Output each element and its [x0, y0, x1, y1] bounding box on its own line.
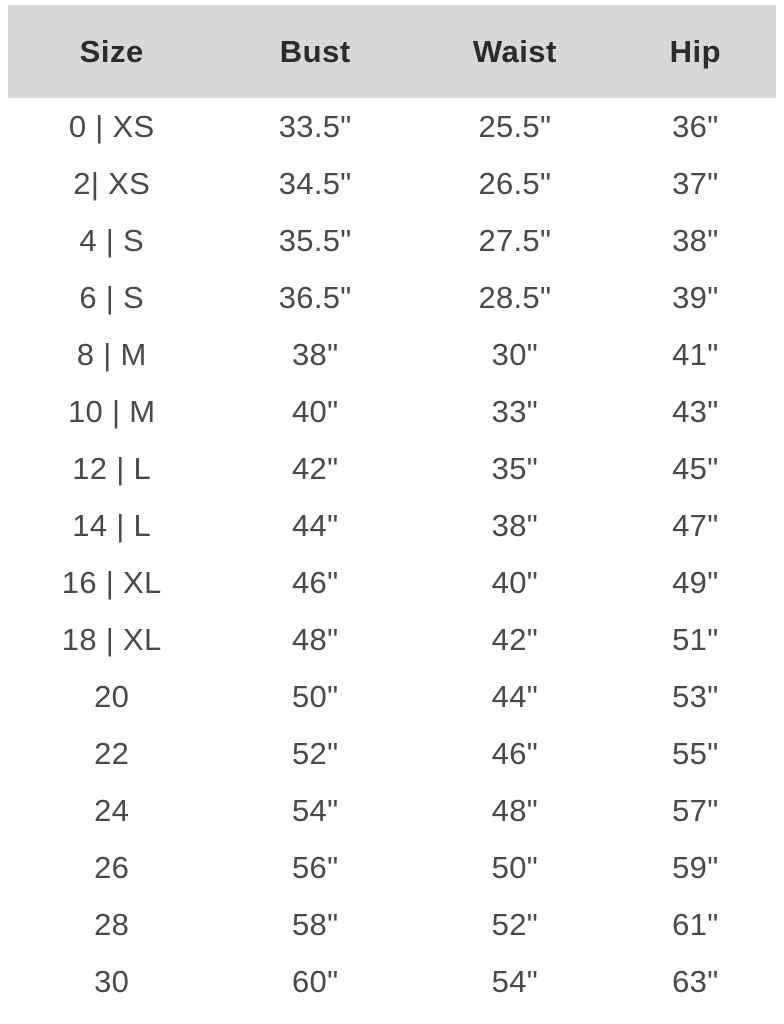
bust-cell: 50" [292, 678, 339, 714]
bust-cell: 33.5" [278, 108, 352, 144]
hip-cell: 55" [672, 735, 719, 771]
waist-cell: 26.5" [478, 165, 552, 201]
size-cell: 16 | XL [61, 564, 162, 600]
waist-cell: 52" [491, 906, 539, 942]
bust-cell: 35.5" [278, 222, 352, 258]
table-row [8, 326, 776, 383]
hip-cell: 39" [672, 279, 719, 315]
table-row [8, 212, 776, 269]
hip-cell: 43" [672, 393, 719, 429]
table-row [8, 383, 776, 440]
waist-cell: 50" [491, 849, 539, 885]
waist-cell: 27.5" [478, 222, 552, 258]
hip-cell: 36" [672, 108, 719, 144]
hip-cell: 45" [672, 450, 719, 486]
size-cell: 6 | S [79, 279, 145, 315]
hip-cell: 53" [672, 678, 719, 714]
size-chart-body [8, 98, 776, 1010]
table-row [8, 554, 776, 611]
table-row [8, 155, 776, 212]
table-row [8, 725, 776, 782]
size-cell: 4 | S [79, 222, 145, 258]
column-header-size: Size [79, 33, 144, 69]
bust-cell: 36.5" [278, 279, 352, 315]
table-row [8, 269, 776, 326]
size-cell: 20 [94, 678, 130, 714]
table-row [8, 611, 776, 668]
waist-cell: 48" [491, 792, 539, 828]
hip-cell: 37" [672, 165, 719, 201]
waist-cell: 28.5" [478, 279, 552, 315]
table-row [8, 98, 776, 155]
table-row [8, 497, 776, 554]
waist-cell: 38" [491, 507, 539, 543]
bust-cell: 58" [292, 906, 339, 942]
bust-cell: 48" [292, 621, 339, 657]
hip-cell: 47" [672, 507, 719, 543]
size-cell: 14 | L [72, 507, 152, 543]
column-header-hip: Hip [669, 33, 722, 69]
bust-cell: 46" [292, 564, 339, 600]
hip-cell: 61" [672, 906, 719, 942]
bust-cell: 54" [292, 792, 339, 828]
waist-cell: 42" [491, 621, 539, 657]
waist-cell: 44" [491, 678, 539, 714]
size-cell: 22 [94, 735, 130, 771]
bust-cell: 34.5" [278, 165, 352, 201]
bust-cell: 42" [292, 450, 339, 486]
size-cell: 26 [94, 849, 130, 885]
table-row [8, 953, 776, 1010]
waist-cell: 46" [491, 735, 539, 771]
size-cell: 18 | XL [61, 621, 162, 657]
waist-cell: 35" [491, 450, 539, 486]
table-row [8, 896, 776, 953]
hip-cell: 57" [672, 792, 719, 828]
waist-cell: 25.5" [478, 108, 552, 144]
waist-cell: 40" [491, 564, 539, 600]
size-cell: 28 [94, 906, 130, 942]
table-row [8, 782, 776, 839]
size-cell: 10 | M [67, 393, 156, 429]
size-cell: 2| XS [73, 165, 151, 201]
hip-cell: 51" [672, 621, 719, 657]
bust-cell: 56" [292, 849, 339, 885]
size-cell: 12 | L [72, 450, 152, 486]
bust-cell: 60" [292, 963, 339, 999]
hip-cell: 63" [672, 963, 719, 999]
hip-cell: 59" [672, 849, 719, 885]
hip-cell: 41" [672, 336, 719, 372]
bust-cell: 52" [292, 735, 339, 771]
column-header-waist: Waist [472, 33, 557, 69]
hip-cell: 49" [672, 564, 719, 600]
table-row [8, 668, 776, 725]
column-header-bust: Bust [279, 33, 351, 69]
size-cell: 0 | XS [68, 108, 155, 144]
waist-cell: 54" [491, 963, 539, 999]
bust-cell: 40" [292, 393, 339, 429]
waist-cell: 30" [491, 336, 539, 372]
bust-cell: 38" [292, 336, 339, 372]
size-cell: 24 [94, 792, 130, 828]
waist-cell: 33" [491, 393, 539, 429]
hip-cell: 38" [672, 222, 719, 258]
table-row [8, 440, 776, 497]
table-row [8, 839, 776, 896]
bust-cell: 44" [292, 507, 339, 543]
size-cell: 8 | M [76, 336, 147, 372]
size-cell: 30 [94, 963, 130, 999]
size-chart-header-row [8, 5, 776, 98]
